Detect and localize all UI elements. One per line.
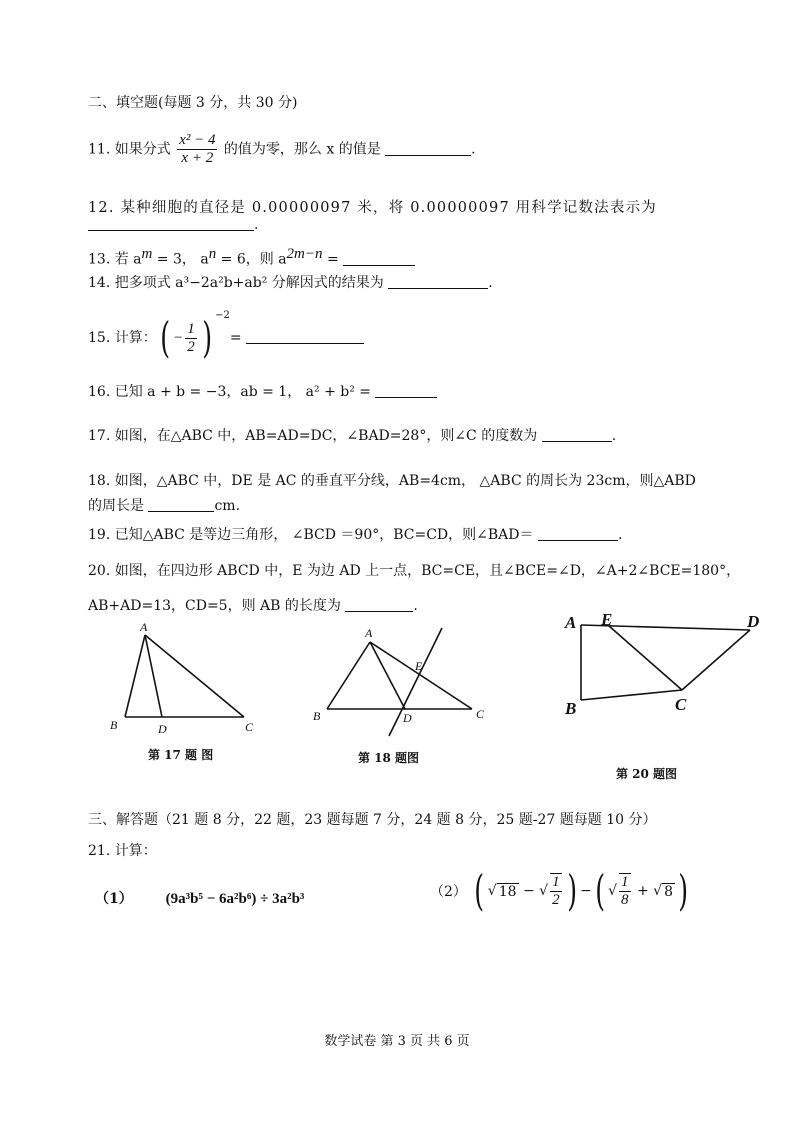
figure-18 bbox=[305, 620, 495, 740]
q21-p2-minus-1: − bbox=[522, 883, 535, 899]
q11-suffix: 的值为零，那么 x 的值是 bbox=[223, 141, 381, 158]
q15-denominator: 2 bbox=[187, 338, 195, 355]
q20-text: AB+AD=13，CD=5，则 AB 的长度为 bbox=[88, 598, 341, 614]
q16-text: 16. 已知 a + b = −3，ab = 1， a² + b² = bbox=[88, 384, 372, 400]
q17-text: 17. 如图，在△ABC 中，AB=AD=DC，∠BAD=28°，则∠C 的度数为 bbox=[88, 428, 538, 444]
q12-answer-blank[interactable] bbox=[88, 216, 254, 231]
q17-answer-blank[interactable] bbox=[542, 427, 612, 442]
fig17-label-c: C bbox=[245, 720, 254, 734]
fig20-label-a: A bbox=[565, 613, 577, 632]
q16-answer-blank[interactable] bbox=[375, 383, 437, 398]
q18-answer-blank[interactable] bbox=[148, 497, 214, 512]
q19-text: 19. 已知△ABC 是等边三角形， ∠BCD ＝90°，BC=CD，则∠BAD＝ bbox=[88, 527, 534, 543]
section-3-title: 三、解答题（21 题 8 分，22 题，23 题每题 7 分，24 题 8 分，25 题-27 题每题 10 分） bbox=[88, 812, 657, 828]
figure-20 bbox=[555, 605, 770, 725]
q21-p2-plus: + bbox=[636, 883, 649, 899]
q11-answer-blank[interactable] bbox=[385, 141, 471, 156]
q18-text-a: 的周长是 bbox=[88, 498, 144, 514]
question-20-line-2 bbox=[88, 595, 418, 615]
q21-p2-half-den: 2 bbox=[552, 892, 560, 908]
q21-p2-sqrt-eighth bbox=[619, 873, 631, 909]
fig20-label-e: E bbox=[601, 610, 613, 629]
fig18-side-ac bbox=[370, 642, 472, 709]
q14-answer-blank[interactable] bbox=[388, 274, 488, 289]
question-17 bbox=[88, 425, 616, 445]
q21-part1 bbox=[95, 888, 304, 908]
q19-end: . bbox=[617, 527, 623, 543]
fig17-label-d: D bbox=[158, 722, 167, 736]
q21-p2-eighth-num: 1 bbox=[621, 874, 629, 890]
q20-answer-blank[interactable] bbox=[345, 597, 413, 612]
fig17-side-ab bbox=[125, 635, 145, 717]
fig20-label-d: D bbox=[747, 612, 760, 631]
q21-p2-paren-close-2: ) bbox=[678, 866, 689, 915]
q14-text: 14. 把多项式 a³−2a²b+ab² 分解因式的结果为 bbox=[88, 275, 384, 291]
fig18-label-b: B bbox=[313, 709, 321, 723]
q21-p2-paren-open-2: ( bbox=[594, 866, 605, 915]
page-footer: 数学试卷 第 3 页 共 6 页 bbox=[324, 1034, 470, 1049]
fig20-side-cd bbox=[682, 630, 750, 690]
q13-text-a: 13. 若 a bbox=[88, 251, 142, 268]
q21-part1-label: （1） bbox=[95, 891, 133, 907]
q11-end: . bbox=[471, 141, 476, 158]
fig20-side-bc bbox=[581, 690, 682, 700]
fig20-segment-ce bbox=[609, 626, 682, 690]
q12-end: . bbox=[254, 217, 259, 233]
q13-exp-n: n bbox=[208, 246, 217, 262]
q21-p2-sqrt-18: 18 bbox=[498, 883, 517, 900]
q21-part2: （2） ( √ 18 − √ $\frac{1}{2}$ ) −( √ $\frac{1}{8}$ + √ 8 ) bbox=[430, 866, 689, 915]
q11-numerator: x² − 4 bbox=[179, 132, 216, 148]
q13-exp-m: m bbox=[141, 246, 153, 262]
fig17-caption: 第 17 题 图 bbox=[148, 748, 214, 762]
q12-answer-line bbox=[88, 216, 258, 233]
q19-answer-blank[interactable] bbox=[538, 526, 618, 541]
q11-denominator: x + 2 bbox=[181, 150, 214, 166]
question-14 bbox=[88, 272, 493, 292]
section-2-title: 二、填空题(每题 3 分，共 30 分) bbox=[88, 95, 298, 111]
fig18-perpendicular-bisector bbox=[389, 628, 442, 736]
question-15 bbox=[88, 310, 364, 362]
question-20-line-1: 20. 如图，在四边形 ABCD 中，E 为边 AD 上一点，BC=CE，且∠BCE=∠D，∠A+2∠BCE=180°， bbox=[88, 563, 741, 579]
q15-left-paren: ( bbox=[159, 313, 170, 362]
q13-text-b: = 3， a bbox=[152, 251, 209, 268]
q15-answer-blank[interactable] bbox=[246, 329, 364, 344]
fig18-label-e: E bbox=[415, 659, 423, 673]
q15-numerator: 1 bbox=[187, 320, 195, 337]
q11-prefix: 11. 如果分式 bbox=[88, 141, 171, 158]
fig20-label-c: C bbox=[675, 695, 687, 714]
fig18-label-a: A bbox=[365, 626, 373, 640]
q21-p2-sqrt-8: 8 bbox=[664, 883, 673, 900]
q15-fraction bbox=[185, 321, 197, 356]
question-11 bbox=[88, 132, 476, 167]
q20-end: . bbox=[413, 598, 418, 614]
q13-eq: = bbox=[322, 251, 339, 268]
q21-part1-expression: (9a³b⁵ − 6a²b⁶) ÷ 3a²b³ bbox=[165, 891, 305, 907]
question-18-line-1: 18. 如图，△ABC 中，DE 是 AC 的垂直平分线，AB=4cm， △ABC 的周长为 23cm，则△ABD bbox=[88, 473, 696, 489]
q18-text-b: cm. bbox=[214, 498, 241, 514]
q13-answer-blank[interactable] bbox=[343, 251, 415, 266]
q21-p2-half-num: 1 bbox=[552, 874, 560, 890]
q15-eq: = bbox=[229, 330, 242, 346]
fig17-label-b: B bbox=[110, 718, 118, 732]
fig18-label-d: D bbox=[403, 711, 412, 725]
question-21-title: 21. 计算： bbox=[88, 843, 157, 859]
q13-exp-2m-n: 2m−n bbox=[286, 246, 323, 262]
q21-p2-minus-2: − bbox=[579, 883, 592, 899]
fig20-caption: 第 20 题图 bbox=[616, 767, 678, 781]
question-19 bbox=[88, 524, 622, 544]
fig17-label-a: A bbox=[140, 620, 148, 634]
q21-p2-sqrt-half bbox=[550, 873, 562, 909]
fig18-caption: 第 18 题图 bbox=[358, 751, 420, 765]
q15-exponent: −2 bbox=[215, 310, 230, 321]
q21-p2-eighth-den: 8 bbox=[621, 892, 629, 908]
fig18-segment-ad bbox=[370, 642, 405, 709]
figure-17 bbox=[100, 615, 270, 745]
question-16 bbox=[88, 381, 437, 401]
q13-text-c: = 6，则 a bbox=[216, 251, 287, 268]
q17-end: . bbox=[611, 428, 617, 444]
question-18-line-2 bbox=[88, 495, 240, 515]
question-12: 12. 某种细胞的直径是 0.00000097 米，将 0.00000097 用科学记数法表示为 bbox=[88, 200, 657, 216]
q15-text: 15. 计算： bbox=[88, 330, 157, 346]
fig18-label-c: C bbox=[476, 707, 485, 721]
fig20-label-b: B bbox=[565, 699, 577, 718]
fig18-side-ab bbox=[327, 642, 370, 709]
q15-right-paren: ) bbox=[202, 313, 212, 362]
q21-part2-label: （2） bbox=[430, 884, 467, 900]
q15-minus: − bbox=[173, 330, 184, 346]
q21-p2-paren-close-1: ) bbox=[566, 866, 577, 915]
q11-fraction bbox=[177, 132, 217, 167]
q14-end: . bbox=[488, 275, 493, 291]
q21-p2-paren-open-1: ( bbox=[474, 866, 485, 915]
question-13 bbox=[88, 246, 415, 269]
